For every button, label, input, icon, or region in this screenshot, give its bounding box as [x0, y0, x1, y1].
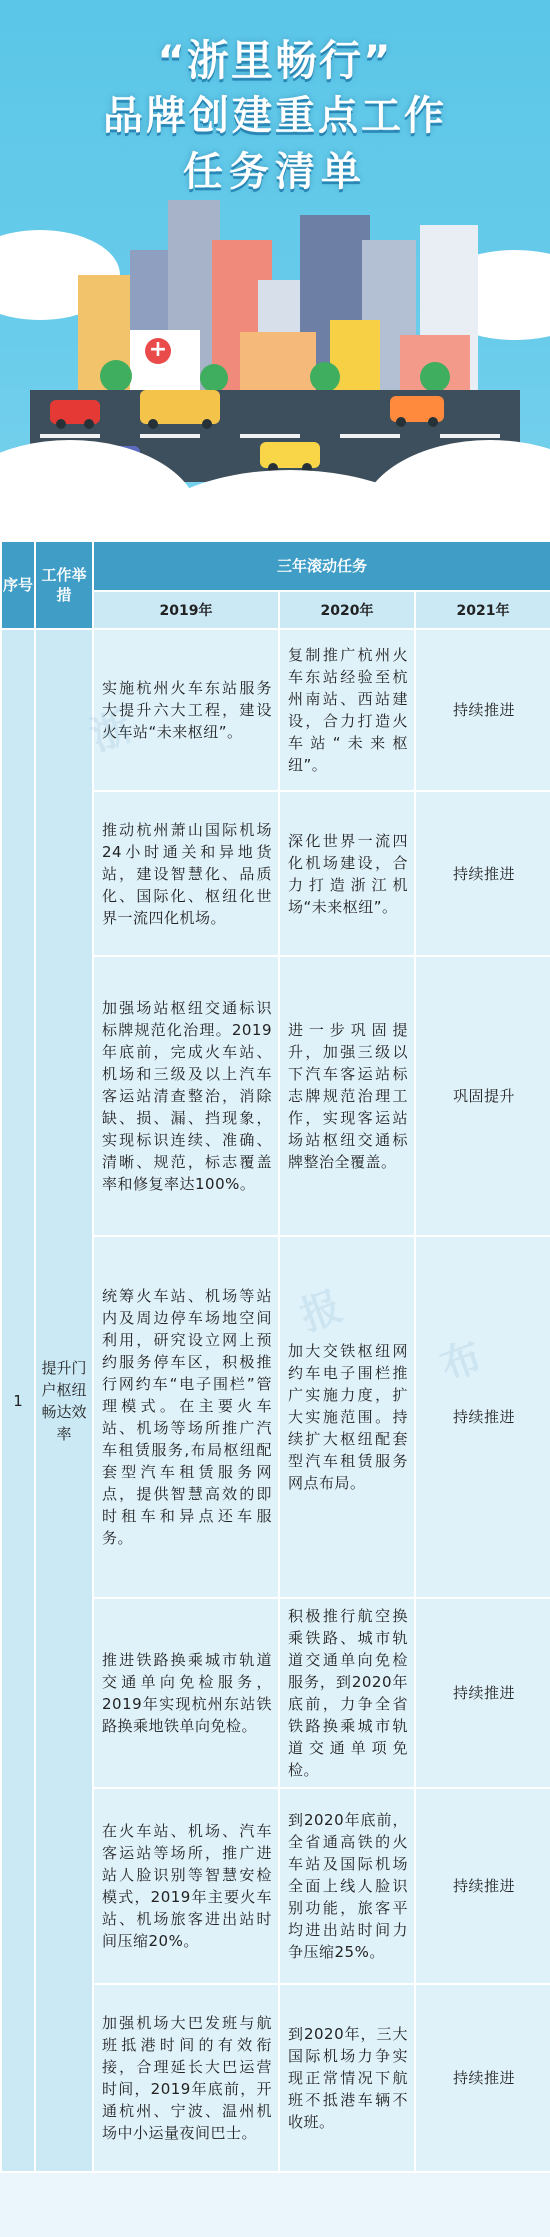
cell-2020: 加大交铁枢纽网约车电子围栏推广实施力度，扩大实施范围。持续扩大枢纽配套型汽车租赁服务网点布局。	[279, 1236, 415, 1598]
cell-2020: 进一步巩固提升，加强三级以下汽车客运站标志牌规范治理工作，实现客运站场站枢纽交通标牌整治全覆盖。	[279, 956, 415, 1236]
header-measure: 工作举措	[35, 541, 93, 629]
cell-2020: 到2020年，三大国际机场力争实现正常情况下航班不抵港车辆不收班。	[279, 1984, 415, 2172]
lane-marking	[240, 434, 300, 438]
lane-marking	[140, 434, 200, 438]
title-line-1: “浙里畅行”	[157, 36, 393, 85]
tree-decoration	[200, 364, 228, 392]
header-year-2020: 2020年	[279, 591, 415, 629]
lane-marking	[40, 434, 100, 438]
cell-2021: 持续推进	[415, 1984, 550, 2172]
cell-2020: 复制推广杭州火车东站经验至杭州南站、西站建设，合力打造火车站“未来枢纽”。	[279, 629, 415, 791]
header-index: 序号	[1, 541, 35, 629]
cell-2020: 积极推行航空换乘铁路、城市轨道交通单向免检服务，到2020年底前，力争全省铁路换乘城市轨道交通单项免检。	[279, 1598, 415, 1788]
tree-decoration	[420, 362, 450, 392]
hospital-sign: +	[145, 338, 171, 364]
table-row	[1, 629, 550, 791]
lane-marking	[340, 434, 400, 438]
truck	[140, 390, 220, 424]
row-index: 1	[1, 629, 35, 2172]
cell-2021: 持续推进	[415, 629, 550, 791]
cell-2019: 统筹火车站、机场等站内及周边停车场地空间利用，研究设立网上预约服务停车区，积极推行网约车“电子围栏”管理模式。在主要火车站、机场等场所推广汽车租赁服务,布局枢纽配套型汽车租赁服务网点，提供智慧高效的即时租车和异点还车服务。	[93, 1236, 279, 1598]
header-year-2019: 2019年	[93, 591, 279, 629]
cell-2019: 实施杭州火车东站服务大提升六大工程，建设火车站“未来枢纽”。	[93, 629, 279, 791]
header-banner	[0, 0, 550, 540]
cell-2021: 持续推进	[415, 791, 550, 956]
tree-decoration	[310, 362, 340, 392]
tree-decoration	[100, 360, 132, 392]
taxi	[260, 442, 320, 468]
cell-2020: 深化世界一流四化机场建设，合力打造浙江机场“未来枢纽”。	[279, 791, 415, 956]
cell-2021: 持续推进	[415, 1788, 550, 1984]
title-line-2: 品牌创建重点工作	[103, 93, 447, 139]
cell-2021: 持续推进	[415, 1598, 550, 1788]
cell-2019: 加强场站枢纽交通标识标牌规范化治理。2019年底前，完成火车站、机场和三级及以上汽车客运站清查整治，消除缺、损、漏、挡现象，实现标识连续、准确、清晰、规范，标志覆盖率和修复率达100%。	[93, 956, 279, 1236]
cell-2019: 推动杭州萧山国际机场24小时通关和异地货站，建设智慧化、品质化、国际化、枢纽化世界一流四化机场。	[93, 791, 279, 956]
cell-2019: 在火车站、机场、汽车客运站等场所，推广进站人脸识别等智慧安检模式，2019年主要火车站、机场旅客进出站时间压缩20%。	[93, 1788, 279, 1984]
cell-2021: 巩固提升	[415, 956, 550, 1236]
cell-2020: 到2020年底前，全省通高铁的火车站及国际机场全面上线人脸识别功能，旅客平均进出站时间力争压缩25%。	[279, 1788, 415, 1984]
car	[390, 396, 444, 422]
car	[50, 400, 100, 424]
cell-2021: 持续推进	[415, 1236, 550, 1598]
header-year-2021: 2021年	[415, 591, 550, 629]
cell-2019: 推进铁路换乘城市轨道交通单向免检服务，2019年实现杭州东站铁路换乘地铁单向免检。	[93, 1598, 279, 1788]
task-table	[0, 540, 550, 2173]
lane-marking	[440, 434, 500, 438]
row-measure: 提升门户枢纽畅达效率	[35, 629, 93, 2172]
title-line-3: 任务清单	[183, 149, 367, 195]
cell-2019: 加强机场大巴发班与航班抵港时间的有效衔接，合理延长大巴运营时间，2019年底前，开通杭州、宁波、温州机场中小运量夜间巴士。	[93, 1984, 279, 2172]
building	[240, 332, 316, 390]
header-three-year-tasks: 三年滚动任务	[93, 541, 550, 591]
